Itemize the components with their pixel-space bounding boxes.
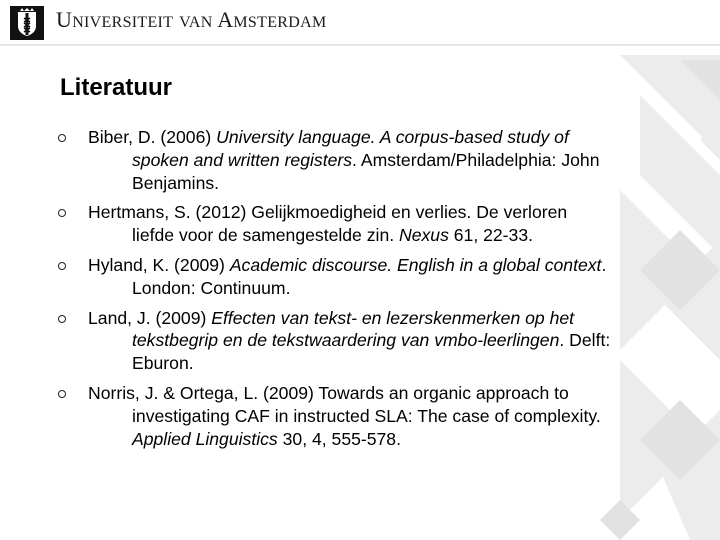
bullet-icon	[58, 390, 66, 398]
reference-text: Benjamins.	[132, 172, 220, 193]
reference-list	[58, 126, 688, 457]
reference-italic-text: spoken and written registers	[132, 149, 353, 170]
reference-text: liefde voor de samengestelde zin.	[132, 225, 399, 246]
reference-text: Land, J. (2009)	[88, 307, 212, 328]
reference-line	[58, 224, 688, 247]
reference-line	[58, 149, 688, 172]
reference-text: 30, 4, 555-578.	[277, 428, 401, 449]
reference-text: . Delft:	[559, 330, 611, 351]
reference-line	[58, 126, 688, 149]
reference-line	[58, 382, 688, 405]
university-name: UNIVERSITEIT VAN AMSTERDAM	[56, 7, 327, 32]
reference-text: Eburon.	[132, 353, 194, 374]
reference-line	[58, 405, 688, 428]
reference-italic-text: Applied Linguistics	[132, 428, 278, 449]
reference-text: London: Continuum.	[132, 277, 291, 298]
reference-italic-text: Academic discourse. English in a global context	[229, 254, 602, 275]
reference-line	[58, 329, 688, 352]
reference-text: Biber, D. (2006)	[88, 127, 217, 147]
reference-text: .	[601, 254, 607, 275]
reference-italic-text: Nexus	[399, 225, 449, 246]
bullet-icon	[58, 262, 66, 270]
reference-italic-text: University language. A corpus-based study of	[216, 127, 569, 147]
reference-item	[58, 201, 688, 247]
reference-line	[58, 277, 688, 300]
reference-text: . Amsterdam/Philadelphia: John	[352, 149, 600, 170]
header	[0, 0, 720, 44]
bullet-icon	[58, 315, 66, 323]
bullet-icon	[58, 134, 66, 142]
reference-item	[58, 307, 688, 375]
slide-title: Literatuur	[60, 74, 173, 101]
reference-line	[58, 307, 688, 330]
reference-item	[58, 382, 688, 450]
reference-item	[58, 126, 688, 194]
reference-line	[58, 352, 688, 375]
header-divider	[0, 44, 720, 46]
reference-line	[58, 172, 688, 195]
uva-crest-icon	[10, 6, 44, 40]
reference-text: 61, 22-33.	[448, 225, 533, 246]
reference-text: Norris, J. & Ortega, L. (2009) Towards an organic approach to	[88, 382, 569, 403]
reference-text: Hertmans, S. (2012) Gelijkmoedigheid en verlies. De verloren	[88, 202, 568, 223]
reference-line	[58, 201, 688, 224]
reference-line	[58, 428, 688, 451]
reference-item	[58, 254, 688, 300]
reference-text: Hyland, K. (2009)	[88, 254, 230, 275]
reference-italic-text: Effecten van tekst- en lezerskenmerken op het	[211, 307, 575, 328]
reference-italic-text: tekstbegrip en de tekstwaardering van vmbo-leerlingen	[132, 330, 560, 351]
reference-text: investigating CAF in instructed SLA: The case of complexity.	[132, 405, 601, 426]
reference-line	[58, 254, 688, 277]
